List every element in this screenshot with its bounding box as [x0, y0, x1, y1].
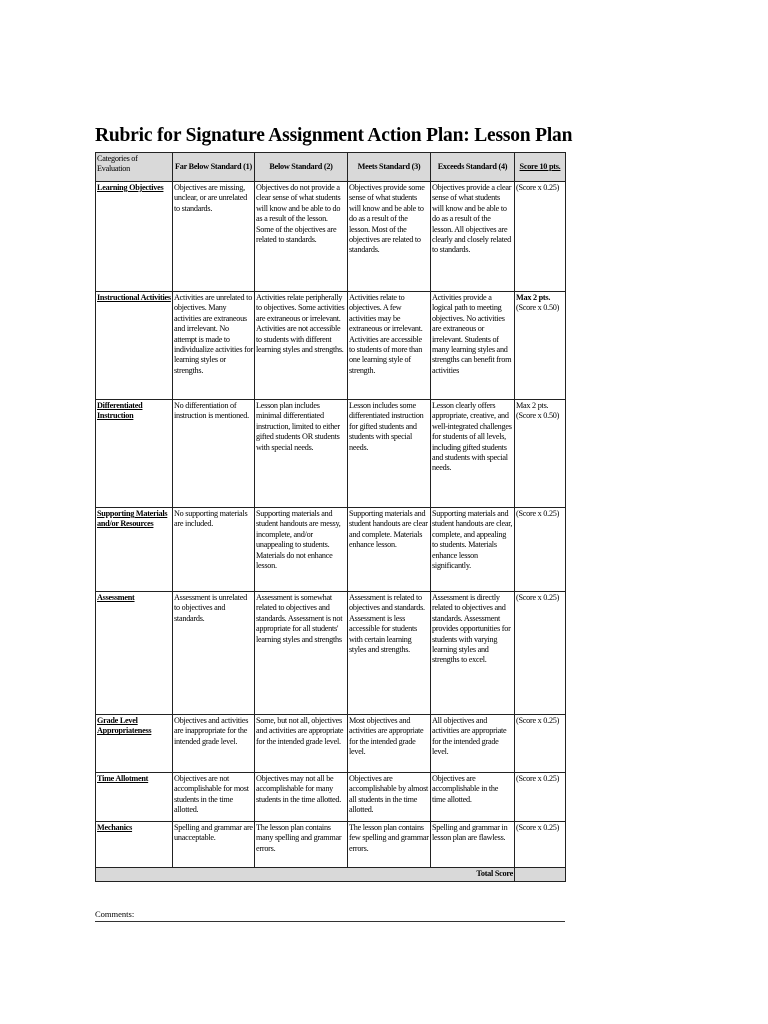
- below-cell: Some, but not all, objectives and activities are appropriate for the intended grade level.: [255, 715, 348, 773]
- header-categories: Categories of Evaluation: [96, 153, 173, 182]
- total-score-cell: [515, 868, 566, 882]
- category-label: Instructional Activities: [97, 293, 171, 302]
- exceeds-cell: Supporting materials and student handouts are clear, complete, and appealing to students. Materials enhance lesson significantly.: [431, 508, 515, 592]
- below-cell: Lesson plan includes minimal differentiated instruction, limited to either gifted students OR students with special needs.: [255, 400, 348, 508]
- score-cell: (Score x 0.25): [515, 508, 566, 592]
- category-label: Grade Level Appropriateness: [97, 716, 152, 736]
- category-cell: [96, 773, 173, 822]
- meets-cell: Supporting materials and student handouts are clear and complete. Materials enhance lesson.: [348, 508, 431, 592]
- category-cell: [96, 715, 173, 773]
- category-cell: [96, 292, 173, 400]
- comments-label: Comments:: [95, 909, 135, 919]
- header-far-below: Far Below Standard (1): [173, 153, 255, 182]
- exceeds-cell: Objectives provide a clear sense of what students will know and be able to do as a result of the lesson. All objectives are clearly and closely related to standards.: [431, 182, 515, 292]
- row-mechanics: [96, 822, 566, 868]
- below-cell: Objectives do not provide a clear sense of what students will know and be able to do as a result of the lesson. Some of the objectives are related to standards.: [255, 182, 348, 292]
- far-below-cell: Objectives and activities are inappropriate for the intended grade level.: [173, 715, 255, 773]
- meets-cell: The lesson plan contains few spelling and grammar errors.: [348, 822, 431, 868]
- total-score-label: Total Score: [96, 868, 515, 882]
- far-below-cell: Objectives are not accomplishable for most students in the time allotted.: [173, 773, 255, 822]
- exceeds-cell: Spelling and grammar in lesson plan are flawless.: [431, 822, 515, 868]
- below-cell: Assessment is somewhat related to objectives and standards. Assessment is not appropriate for all students' learning styles and strengths: [255, 592, 348, 715]
- row-time-allotment: [96, 773, 566, 822]
- meets-cell: Activities relate to objectives. A few activities may be extraneous or irrelevant. Activities are accessible to students of more than one learning style of strength.: [348, 292, 431, 400]
- exceeds-cell: Assessment is directly related to objectives and standards. Assessment provides opportunities for students with varying learning styles and strengths to excel.: [431, 592, 515, 715]
- total-row: [96, 868, 566, 882]
- below-cell: The lesson plan contains many spelling and grammar errors.: [255, 822, 348, 868]
- category-cell: [96, 822, 173, 868]
- header-below: Below Standard (2): [255, 153, 348, 182]
- meets-cell: Assessment is related to objectives and standards. Assessment is less accessible for students with certain learning styles and strengths.: [348, 592, 431, 715]
- far-below-cell: Assessment is unrelated to objectives and standards.: [173, 592, 255, 715]
- category-cell: [96, 400, 173, 508]
- header-exceeds: Exceeds Standard (4): [431, 153, 515, 182]
- rubric-table: [95, 152, 566, 882]
- below-cell: Activities relate peripherally to objectives. Some activities are extraneous or irrelevant. Activities are not accessible to students with different learning styles and strengths.: [255, 292, 348, 400]
- comments-line: [95, 921, 565, 922]
- category-label: Time Allotment: [97, 774, 149, 783]
- exceeds-cell: Lesson clearly offers appropriate, creative, and well-integrated challenges for students of all levels, including gifted students and students with special needs.: [431, 400, 515, 508]
- exceeds-cell: Activities provide a logical path to meeting objectives. No activities are extraneous or irrelevant. Students of many learning styles and strengths can benefit from activities: [431, 292, 515, 400]
- score-cell: (Score x 0.25): [515, 182, 566, 292]
- far-below-cell: Spelling and grammar are unacceptable.: [173, 822, 255, 868]
- score-max: Max 2 pts.: [516, 293, 551, 302]
- category-label: Assessment: [97, 593, 135, 602]
- meets-cell: Most objectives and activities are appropriate for the intended grade level.: [348, 715, 431, 773]
- score-cell: (Score x 0.25): [515, 822, 566, 868]
- far-below-cell: Objectives are missing, unclear, or are unrelated to standards.: [173, 182, 255, 292]
- category-cell: [96, 592, 173, 715]
- category-cell: [96, 182, 173, 292]
- score-cell: (Score x 0.25): [515, 715, 566, 773]
- score-cell: [515, 400, 566, 508]
- category-label: Learning Objectives: [97, 183, 164, 192]
- row-grade-level: [96, 715, 566, 773]
- meets-cell: Objectives are accomplishable by almost all students in the time allotted.: [348, 773, 431, 822]
- category-cell: [96, 508, 173, 592]
- header-score: Score 10 pts.: [515, 153, 566, 182]
- far-below-cell: No differentiation of instruction is mentioned.: [173, 400, 255, 508]
- below-cell: Objectives may not all be accomplishable for many students in the time allotted.: [255, 773, 348, 822]
- row-assessment: [96, 592, 566, 715]
- score-cell: [515, 292, 566, 400]
- category-label: Supporting Materials and/or Resources: [97, 509, 168, 529]
- category-label: Differentiated Instruction: [97, 401, 143, 421]
- document-title: Rubric for Signature Assignment Action Plan: Lesson Plan: [95, 125, 573, 146]
- score-cell: (Score x 0.25): [515, 592, 566, 715]
- score-cell: (Score x 0.25): [515, 773, 566, 822]
- header-row: [96, 153, 566, 182]
- row-learning-objectives: [96, 182, 566, 292]
- exceeds-cell: Objectives are accomplishable in the time allotted.: [431, 773, 515, 822]
- meets-cell: Lesson includes some differentiated instruction for gifted students and students with special needs.: [348, 400, 431, 508]
- row-differentiated-instruction: [96, 400, 566, 508]
- far-below-cell: Activities are unrelated to objectives. Many activities are extraneous and irrelevant. No attempt is made to individualize activities for learning styles or strengths.: [173, 292, 255, 400]
- exceeds-cell: All objectives and activities are appropriate for the intended grade level.: [431, 715, 515, 773]
- below-cell: Supporting materials and student handouts are messy, incomplete, and/or unappealing to students. Materials do not enhance lesson.: [255, 508, 348, 592]
- category-label: Mechanics: [97, 823, 133, 832]
- row-supporting-materials: [96, 508, 566, 592]
- meets-cell: Objectives provide some sense of what students will know and be able to do as a result of the lesson. Most of the objectives are related to standards.: [348, 182, 431, 292]
- score-max: Max 2 pts.: [516, 401, 549, 410]
- far-below-cell: No supporting materials are included.: [173, 508, 255, 592]
- score-multiplier: (Score x 0.50): [516, 411, 560, 421]
- score-multiplier: (Score x 0.50): [516, 303, 560, 313]
- row-instructional-activities: [96, 292, 566, 400]
- header-meets: Meets Standard (3): [348, 153, 431, 182]
